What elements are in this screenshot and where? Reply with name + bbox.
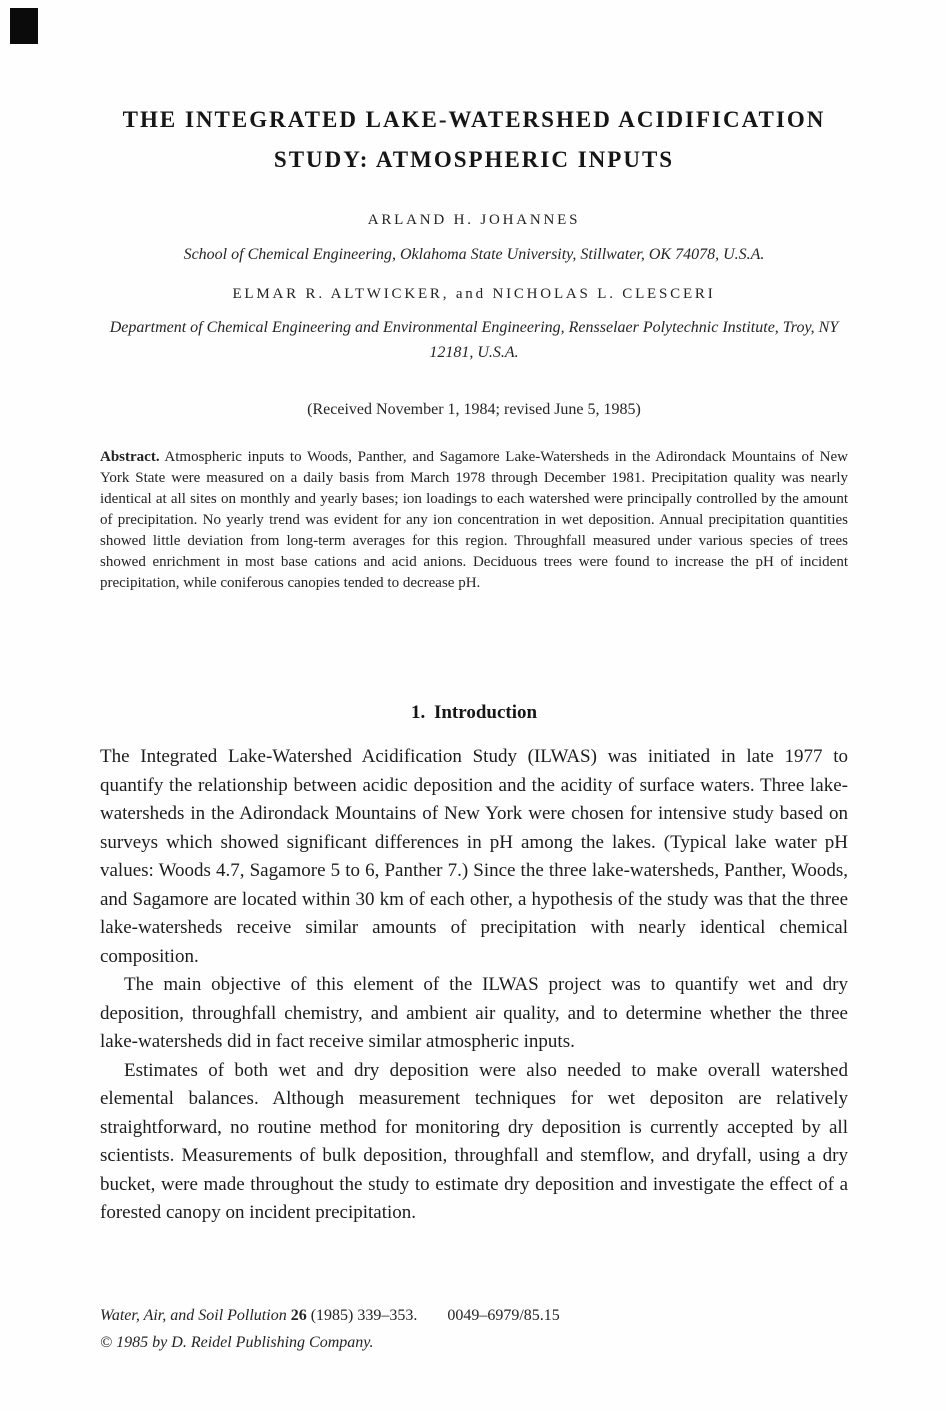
body-paragraph-1: The Integrated Lake-Watershed Acidification Study (ILWAS) was initiated in late 1977 to quantify the relationship between acidic deposition and the acidity of surface waters. Three lake-watersheds in the Adirondack Mountains of New York were chosen for intensive study based on surveys which showed significant differences in pH among the lakes. (Typical lake water pH values: Woods 4.7, Sagamore 5 to 6, Panther 7.) Since the three lake-watersheds, Panther, Woods, and Sagamore are located within 30 km of each other, a hypothesis of the study was that the three lake-watersheds receive similar amounts of precipitation with nearly identical chemical composition. [100, 746, 848, 967]
received-note: (Received November 1, 1984; revised June 5, 1985) [307, 401, 641, 418]
author-affiliation-2: Department of Chemical Engineering and Environmental Engineering, Rensselaer Polytechnic Institute, Troy, NY 12181, U.S.A. [109, 319, 839, 361]
abstract-text: Atmospheric inputs to Woods, Panther, and Sagamore Lake-Watersheds in the Adirondack Mountains of New York State were measured on a daily basis from March 1978 through December 1981. Precipitation quality was nearly identical at all sites on monthly and yearly bases; ion loadings to each watershed were principally controlled by the amount of precipitation. No yearly trend was evident for any ion concentration in wet deposition. Annual precipitation quantities showed little deviation from long-term averages for this region. Throughfall measured under various species of trees showed enrichment in most base cations and acid anions. Deciduous trees were found to increase the pH of incident precipitation, while coniferous canopies tended to decrease pH. [100, 449, 848, 591]
author-names-2: ELMAR R. ALTWICKER, and NICHOLAS L. CLESCERI [232, 286, 716, 302]
abstract-paragraph [100, 447, 848, 594]
author-name-1: ARLAND H. JOHANNES [367, 212, 581, 228]
author-affiliation-1: School of Chemical Engineering, Oklahoma State University, Stillwater, OK 74078, U.S.A. [183, 246, 765, 263]
section-heading-introduction: 1. Introduction [410, 702, 538, 723]
journal-name: Water, Air, and Soil Pollution [100, 1307, 287, 1324]
journal-citation-rest: (1985) 339–353. [310, 1307, 418, 1324]
body-paragraph-2: The main objective of this element of the ILWAS project was to quantify wet and dry deposition, throughfall chemistry, and ambient air quality, and to determine whether the three lake-watersheds did in fact receive similar atmospheric inputs. [100, 974, 848, 1052]
paper-title-line-2: STUDY: ATMOSPHERIC INPUTS [273, 147, 675, 172]
journal-footer [100, 1302, 848, 1356]
paper-title-line-1: THE INTEGRATED LAKE-WATERSHED ACIDIFICATION [122, 107, 826, 132]
journal-volume: 26 [290, 1307, 307, 1324]
page-content [0, 100, 946, 1228]
journal-citation [100, 1302, 848, 1329]
abstract-label: Abstract. [100, 449, 160, 465]
body-paragraph-3: Estimates of both wet and dry deposition were also needed to make overall watershed elemental balances. Although measurement techniques for wet depositon are relatively straightforward, no routine method for monitoring dry deposition is currently accepted by all scientists. Measurements of bulk deposition, throughfall and stemflow, and dryfall, using a dry bucket, were made throughout the study to estimate dry deposition and investigate the effect of a forested canopy on incident precipitation. [100, 1059, 848, 1223]
copyright-line: © 1985 by D. Reidel Publishing Company. [100, 1334, 374, 1351]
scan-artifact-mark [10, 8, 38, 44]
journal-issn-code: 0049–6979/85.15 [447, 1307, 560, 1324]
paper-title [100, 100, 848, 180]
